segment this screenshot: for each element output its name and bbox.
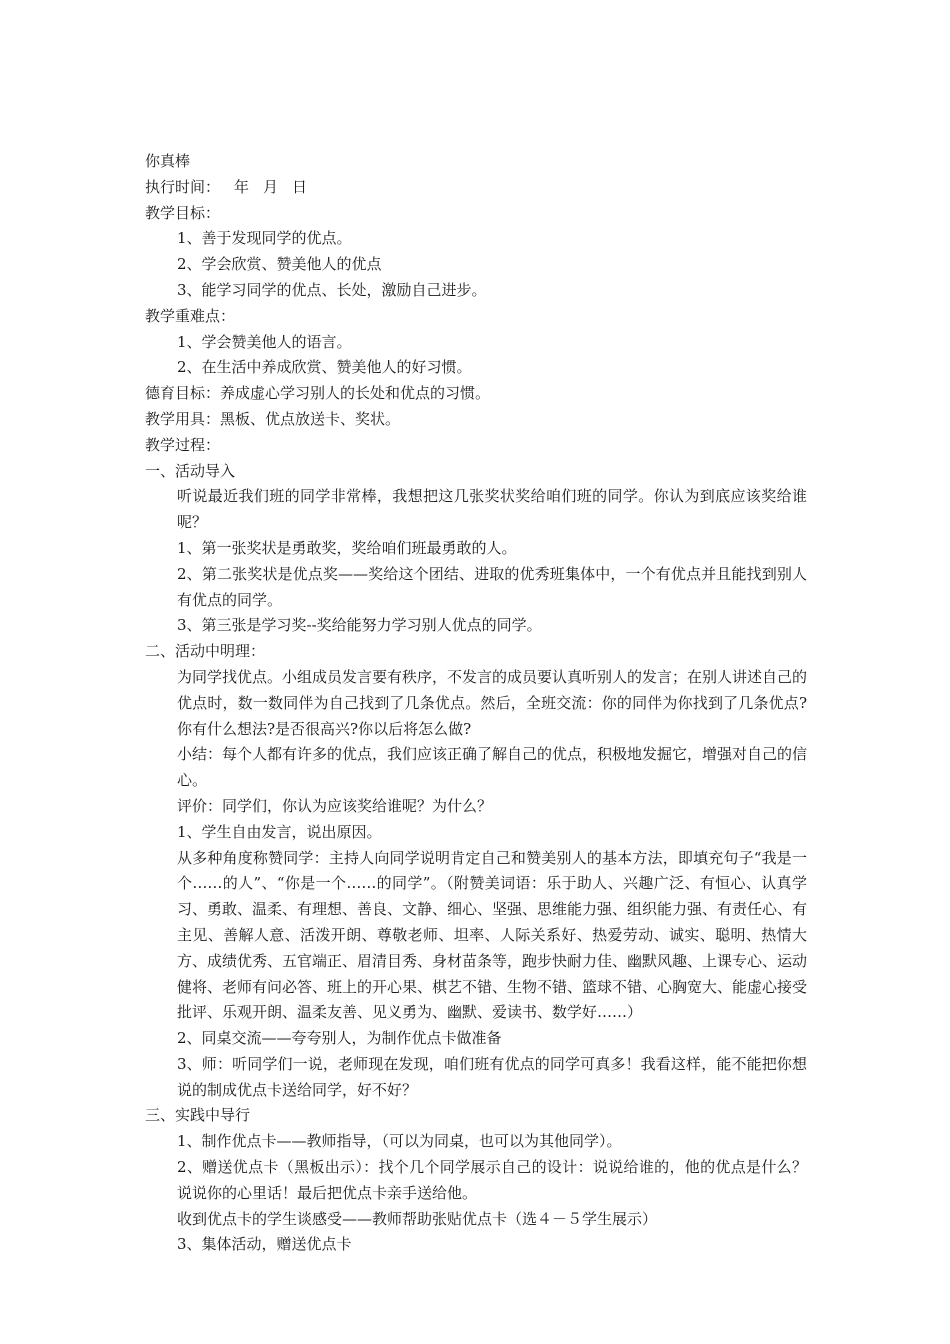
paragraph: 3、第三张是学习奖--奖给能努力学习别人优点的同学。 bbox=[177, 616, 542, 635]
exec-time-label: 执行时间： bbox=[145, 177, 221, 196]
goal-item: 3、能学习同学的优点、长处，激励自己进步。 bbox=[177, 280, 487, 299]
paragraph: 2、同桌交流——夸夸别人，为制作优点卡做准备 bbox=[177, 1029, 502, 1048]
step-heading: 一、活动导入 bbox=[145, 461, 236, 480]
paragraph: 1、制作优点卡——教师指导，（可以为同桌，也可以为其他同学）。 bbox=[177, 1132, 622, 1151]
step-heading: 二、活动中明理： bbox=[145, 642, 266, 661]
paragraph: 小结：每个人都有许多的优点，我们应该正确了解自己的优点，积极地发掘它，增强对自己的信心。 bbox=[177, 745, 808, 790]
exec-time-month: 月 bbox=[263, 177, 279, 196]
document-body bbox=[145, 149, 807, 1258]
paragraph: 收到优点卡的学生谈感受——教师帮助张贴优点卡（选４－５学生展示） bbox=[177, 1209, 658, 1228]
step-heading: 三、实践中导行 bbox=[145, 1106, 251, 1125]
paragraph: 2、第二张奖状是优点奖——奖给这个团结、进取的优秀班集体中，一个有优点并且能找到别人有优点的同学。 bbox=[177, 564, 807, 609]
paragraph: 3、师：听同学们一说，老师现在发现，咱们班有优点的同学可真多！我看这样，能不能把你想说的制成优点卡送给同学，好不好？ bbox=[177, 1054, 807, 1099]
key-point-item: 2、在生活中养成欣赏、赞美他人的好习惯。 bbox=[177, 358, 472, 377]
paragraph: 从多种角度称赞同学：主持人向同学说明肯定自己和赞美别人的基本方法，即填充句子“我是一个……的人”、“你是一个……的同学”。（附赞美词语：乐于助人、兴趣广泛、有恒心、认真学习、勇敢、温柔、有理想、善良、文静、细心、坚强、思维能力强、组织能力强、有责任心、有主见、善解人意、活泼开朗、尊敬老师、坦率、人际关系好、热爱劳动、诚实、聪明、热情大方、成绩优秀、五官端正、眉清目秀、身材苗条等，跑步快耐力佳、幽默风趣、上课专心、运动健将、老师有问必答、班上的开心果、棋艺不错、生物不错、篮球不错、心胸宽大、能虚心接受批评、乐观开朗、温柔友善、见义勇为、幽默、爱读书、数学好……） bbox=[177, 848, 808, 1022]
paragraph: 评价：同学们，你认为应该奖给谁呢？为什么？ bbox=[177, 796, 493, 815]
paragraph: 2、赠送优点卡（黑板出示）：找个几个同学展示自己的设计：说说给谁的，他的优点是什么？说说你的心里话！最后把优点卡亲手送给他。 bbox=[177, 1158, 807, 1202]
document-title: 你真棒 bbox=[145, 152, 191, 170]
goal-item: 2、学会欣赏、赞美他人的优点 bbox=[177, 255, 382, 274]
paragraph: 为同学找优点。小组成员发言要有秩序，不发言的成员要认真听别人的发言；在别人讲述自己的优点时，数一数同伴为自己找到了几条优点。然后，全班交流：你的同伴为你找到了几条优点?你有什么想法?是否很高兴?你以后将怎么做? bbox=[177, 667, 808, 738]
exec-time-line bbox=[145, 175, 807, 201]
teaching-tools-line: 教学用具：黑板、优点放送卡、奖状。 bbox=[145, 409, 401, 428]
paragraph: 1、第一张奖状是勇敢奖，奖给咱们班最勇敢的人。 bbox=[177, 538, 517, 557]
section-heading-process: 教学过程： bbox=[145, 435, 221, 454]
moral-goal-line: 德育目标：养成虚心学习别人的长处和优点的习惯。 bbox=[145, 384, 491, 403]
paragraph: 3、集体活动，赠送优点卡 bbox=[177, 1235, 352, 1254]
exec-time-day: 日 bbox=[292, 177, 308, 196]
paragraph: 听说最近我们班的同学非常棒，我想把这几张奖状奖给咱们班的同学。你认为到底应该奖给谁呢？ bbox=[177, 487, 807, 532]
paragraph: 1、学生自由发言，说出原因。 bbox=[177, 822, 382, 841]
key-point-item: 1、学会赞美他人的语言。 bbox=[177, 332, 352, 351]
section-heading-key-points: 教学重难点： bbox=[145, 306, 236, 325]
goal-item: 1、善于发现同学的优点。 bbox=[177, 229, 352, 248]
section-heading-goals: 教学目标： bbox=[145, 203, 221, 222]
exec-time-year: 年 bbox=[234, 177, 250, 196]
